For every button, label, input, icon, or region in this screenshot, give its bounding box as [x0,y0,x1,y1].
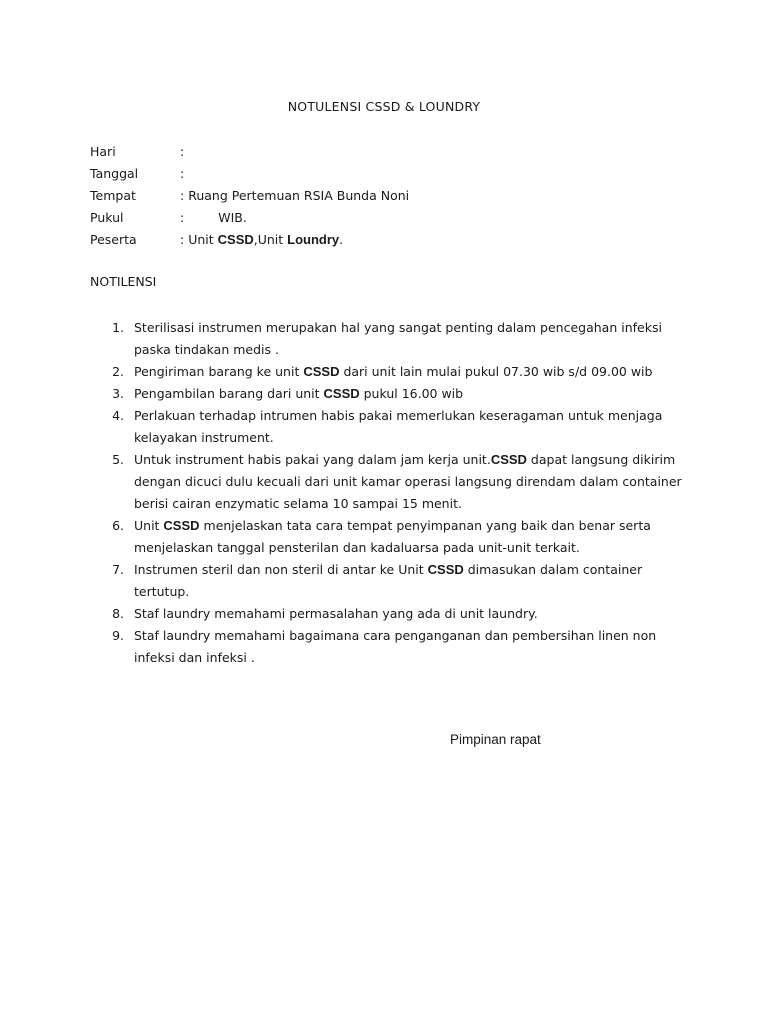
item-text: Perlakuan terhadap intrumen habis pakai memerlukan keseragaman untuk menjaga kelayakan instrument. [134,408,663,445]
item-number: 1. [112,320,124,335]
list-item [90,317,690,361]
list-item [90,361,690,383]
item-text: Untuk instrument habis pakai yang dalam jam kerja unit.CSSD dapat langsung dikirim dengan dicuci dulu kecuali dari unit kamar operasi langsung direndam dalam container berisi cairan enzymatic selama 10 sampai 15 menit. [134,452,682,511]
item-text: Sterilisasi instrumen merupakan hal yang sangat penting dalam pencegahan infeksi paska tindakan medis . [134,320,662,357]
list-item [90,559,690,603]
info-label: Pukul [90,210,124,225]
meeting-info [90,143,409,253]
info-row-hari [90,143,409,165]
item-text: Unit CSSD menjelaskan tata cara tempat penyimpanan yang baik dan benar serta menjelaskan tanggal pensterilan dan kadaluarsa pada unit-unit terkait. [134,518,651,555]
info-colon: : [180,210,185,225]
list-item [90,603,690,625]
item-number: 9. [112,628,124,643]
peserta-unit-cssd: CSSD [217,232,254,247]
list-item [90,625,690,669]
info-colon: : [180,166,185,181]
info-row-tempat [90,187,409,209]
item-number: 8. [112,606,124,621]
document-title: NOTULENSI CSSD & LOUNDRY [287,99,481,114]
item-number: 3. [112,386,124,401]
cssd-emphasis: CSSD [303,364,340,379]
list-item [90,383,690,405]
info-colon: : [180,188,185,203]
item-text: Staf laundry memahami permasalahan yang ada di unit laundry. [134,606,538,621]
signature-label: Pimpinan rapat [450,732,541,747]
list-item [90,515,690,559]
item-text: Pengiriman barang ke unit CSSD dari unit lain mulai pukul 07.30 wib s/d 09.00 wib [134,364,653,379]
info-value: WIB. [218,210,247,225]
item-number: 2. [112,364,124,379]
info-row-pukul [90,209,409,231]
peserta-text: Unit [188,232,218,247]
cssd-emphasis: CSSD [490,452,527,467]
section-heading: NOTILENSI [90,274,157,289]
item-number: 4. [112,408,124,423]
info-label: Tanggal [90,166,139,181]
cssd-emphasis: CSSD [163,518,200,533]
item-text: Staf laundry memahami bagaimana cara penganganan dan pembersihan linen non infeksi dan infeksi . [134,628,657,665]
item-number: 6. [112,518,124,533]
info-value [188,231,343,253]
minutes-list [90,317,690,669]
info-row-peserta [90,231,409,253]
item-text: Pengambilan barang dari unit CSSD pukul 16.00 wib [134,386,464,401]
info-label: Tempat [90,188,136,203]
item-number: 5. [112,452,124,467]
peserta-text: . [339,232,344,247]
cssd-emphasis: CSSD [427,562,464,577]
peserta-unit-loundry: Loundry [287,232,340,247]
info-colon: : [180,232,185,247]
peserta-text: ,Unit [253,232,288,247]
list-item [90,405,690,449]
cssd-emphasis: CSSD [323,386,360,401]
info-label: Hari [90,144,116,159]
item-text: Instrumen steril dan non steril di antar ke Unit CSSD dimasukan dalam container tertutup. [134,562,643,599]
list-item [90,449,690,515]
info-colon: : [180,144,185,159]
item-number: 7. [112,562,124,577]
info-label: Peserta [90,232,137,247]
info-row-tanggal [90,165,409,187]
info-value: Ruang Pertemuan RSIA Bunda Noni [188,188,410,203]
